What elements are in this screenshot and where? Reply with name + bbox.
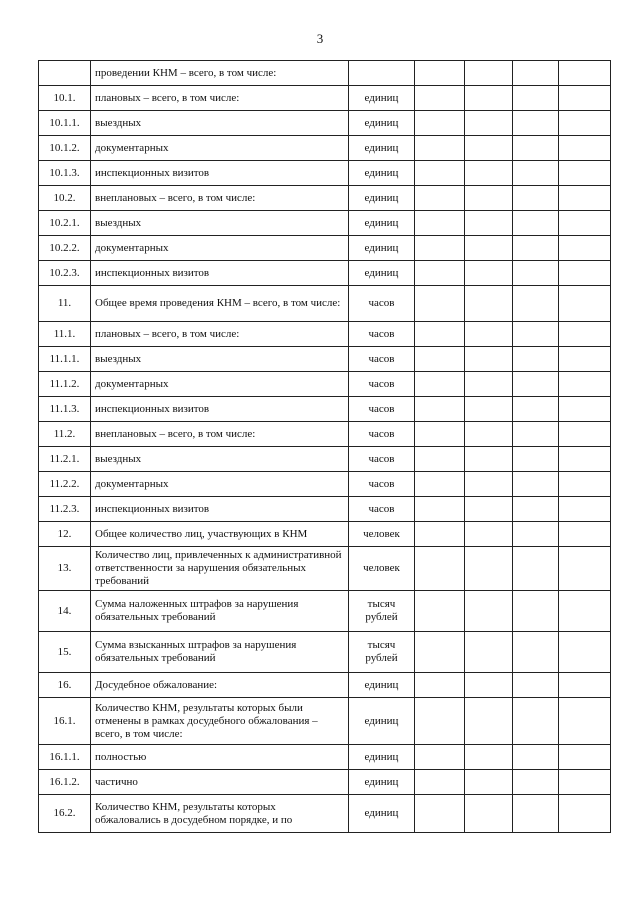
row-number: 11.2. bbox=[39, 422, 91, 447]
unit-of-measure: единиц bbox=[349, 795, 415, 833]
value-cell bbox=[415, 86, 465, 111]
value-cell bbox=[513, 422, 559, 447]
row-number: 16.1.2. bbox=[39, 770, 91, 795]
value-cell bbox=[513, 61, 559, 86]
value-cell bbox=[415, 745, 465, 770]
row-number: 16. bbox=[39, 673, 91, 698]
value-cell bbox=[465, 632, 513, 673]
unit-of-measure: часов bbox=[349, 347, 415, 372]
indicator-name: плановых – всего, в том числе: bbox=[91, 86, 349, 111]
value-cell bbox=[559, 547, 611, 591]
value-cell bbox=[513, 111, 559, 136]
value-cell bbox=[415, 372, 465, 397]
value-cell bbox=[415, 161, 465, 186]
value-cell bbox=[465, 347, 513, 372]
table-row bbox=[39, 161, 611, 186]
value-cell bbox=[415, 795, 465, 833]
value-cell bbox=[465, 698, 513, 745]
value-cell bbox=[415, 347, 465, 372]
value-cell bbox=[559, 497, 611, 522]
table-row bbox=[39, 497, 611, 522]
unit-of-measure: часов bbox=[349, 397, 415, 422]
value-cell bbox=[513, 698, 559, 745]
indicator-name: выездных bbox=[91, 347, 349, 372]
value-cell bbox=[513, 591, 559, 632]
value-cell bbox=[513, 397, 559, 422]
value-cell bbox=[415, 591, 465, 632]
row-number: 15. bbox=[39, 632, 91, 673]
row-number: 10.2.3. bbox=[39, 261, 91, 286]
row-number: 10.1. bbox=[39, 86, 91, 111]
value-cell bbox=[465, 547, 513, 591]
value-cell bbox=[513, 632, 559, 673]
value-cell bbox=[559, 86, 611, 111]
value-cell bbox=[513, 372, 559, 397]
value-cell bbox=[559, 795, 611, 833]
unit-of-measure bbox=[349, 61, 415, 86]
table-row bbox=[39, 347, 611, 372]
value-cell bbox=[559, 447, 611, 472]
row-number: 11.2.1. bbox=[39, 447, 91, 472]
unit-of-measure: часов bbox=[349, 497, 415, 522]
row-number: 10.2.1. bbox=[39, 211, 91, 236]
value-cell bbox=[559, 161, 611, 186]
value-cell bbox=[513, 447, 559, 472]
value-cell bbox=[465, 745, 513, 770]
value-cell bbox=[559, 261, 611, 286]
value-cell bbox=[465, 372, 513, 397]
value-cell bbox=[415, 111, 465, 136]
table-row bbox=[39, 186, 611, 211]
unit-of-measure: тысяч рублей bbox=[349, 632, 415, 673]
value-cell bbox=[559, 673, 611, 698]
table-row bbox=[39, 522, 611, 547]
value-cell bbox=[559, 286, 611, 322]
value-cell bbox=[465, 161, 513, 186]
value-cell bbox=[559, 61, 611, 86]
row-number: 11.1.1. bbox=[39, 347, 91, 372]
value-cell bbox=[415, 422, 465, 447]
value-cell bbox=[465, 136, 513, 161]
value-cell bbox=[559, 770, 611, 795]
value-cell bbox=[415, 211, 465, 236]
unit-of-measure: единиц bbox=[349, 161, 415, 186]
value-cell bbox=[559, 745, 611, 770]
indicator-name: Досудебное обжалование: bbox=[91, 673, 349, 698]
unit-of-measure: единиц bbox=[349, 770, 415, 795]
unit-of-measure: единиц bbox=[349, 136, 415, 161]
indicator-name: внеплановых – всего, в том числе: bbox=[91, 422, 349, 447]
unit-of-measure: часов bbox=[349, 286, 415, 322]
value-cell bbox=[415, 286, 465, 322]
row-number: 11.2.2. bbox=[39, 472, 91, 497]
value-cell bbox=[415, 61, 465, 86]
table-row bbox=[39, 397, 611, 422]
indicator-name: Общее количество лиц, участвующих в КНМ bbox=[91, 522, 349, 547]
row-number: 10.1.1. bbox=[39, 111, 91, 136]
row-number: 16.1.1. bbox=[39, 745, 91, 770]
page-number: 3 bbox=[316, 31, 324, 46]
value-cell bbox=[465, 86, 513, 111]
indicator-name: инспекционных визитов bbox=[91, 261, 349, 286]
table-row bbox=[39, 547, 611, 591]
value-cell bbox=[415, 397, 465, 422]
row-number: 12. bbox=[39, 522, 91, 547]
value-cell bbox=[559, 347, 611, 372]
table-row bbox=[39, 61, 611, 86]
value-cell bbox=[465, 497, 513, 522]
indicator-name: документарных bbox=[91, 372, 349, 397]
value-cell bbox=[465, 447, 513, 472]
row-number: 10.1.2. bbox=[39, 136, 91, 161]
value-cell bbox=[559, 111, 611, 136]
value-cell bbox=[415, 447, 465, 472]
table-row bbox=[39, 673, 611, 698]
value-cell bbox=[513, 770, 559, 795]
indicator-name: плановых – всего, в том числе: bbox=[91, 322, 349, 347]
row-number: 10.2.2. bbox=[39, 236, 91, 261]
value-cell bbox=[513, 261, 559, 286]
table-row bbox=[39, 745, 611, 770]
row-number: 10.1.3. bbox=[39, 161, 91, 186]
value-cell bbox=[559, 422, 611, 447]
table-row bbox=[39, 591, 611, 632]
value-cell bbox=[465, 61, 513, 86]
unit-of-measure: человек bbox=[349, 522, 415, 547]
value-cell bbox=[513, 86, 559, 111]
table-row bbox=[39, 286, 611, 322]
value-cell bbox=[559, 591, 611, 632]
unit-of-measure: часов bbox=[349, 472, 415, 497]
value-cell bbox=[415, 136, 465, 161]
value-cell bbox=[513, 186, 559, 211]
row-number: 14. bbox=[39, 591, 91, 632]
unit-of-measure: единиц bbox=[349, 261, 415, 286]
row-number: 13. bbox=[39, 547, 91, 591]
value-cell bbox=[559, 522, 611, 547]
row-number: 16.1. bbox=[39, 698, 91, 745]
value-cell bbox=[465, 286, 513, 322]
unit-of-measure: единиц bbox=[349, 745, 415, 770]
indicator-name: выездных bbox=[91, 211, 349, 236]
unit-of-measure: человек bbox=[349, 547, 415, 591]
value-cell bbox=[465, 422, 513, 447]
value-cell bbox=[465, 770, 513, 795]
row-number bbox=[39, 61, 91, 86]
indicator-name: инспекционных визитов bbox=[91, 497, 349, 522]
row-number: 11.2.3. bbox=[39, 497, 91, 522]
table-row bbox=[39, 632, 611, 673]
value-cell bbox=[513, 161, 559, 186]
table-row bbox=[39, 111, 611, 136]
table-row bbox=[39, 770, 611, 795]
value-cell bbox=[415, 698, 465, 745]
value-cell bbox=[415, 236, 465, 261]
value-cell bbox=[513, 745, 559, 770]
row-number: 11. bbox=[39, 286, 91, 322]
value-cell bbox=[415, 322, 465, 347]
unit-of-measure: тысяч рублей bbox=[349, 591, 415, 632]
value-cell bbox=[415, 673, 465, 698]
unit-of-measure: единиц bbox=[349, 211, 415, 236]
indicator-name: выездных bbox=[91, 447, 349, 472]
table-row bbox=[39, 261, 611, 286]
row-number: 10.2. bbox=[39, 186, 91, 211]
value-cell bbox=[513, 347, 559, 372]
indicator-name: внеплановых – всего, в том числе: bbox=[91, 186, 349, 211]
value-cell bbox=[465, 111, 513, 136]
indicator-name: документарных bbox=[91, 472, 349, 497]
indicator-name: инспекционных визитов bbox=[91, 161, 349, 186]
indicator-name: Общее время проведения КНМ – всего, в том числе: bbox=[91, 286, 349, 322]
indicator-name: Сумма наложенных штрафов за нарушения обязательных требований bbox=[91, 591, 349, 632]
value-cell bbox=[559, 322, 611, 347]
value-cell bbox=[559, 397, 611, 422]
table-row bbox=[39, 795, 611, 833]
indicator-name: Сумма взысканных штрафов за нарушения обязательных требований bbox=[91, 632, 349, 673]
value-cell bbox=[465, 211, 513, 236]
unit-of-measure: часов bbox=[349, 422, 415, 447]
table-row bbox=[39, 322, 611, 347]
unit-of-measure: единиц bbox=[349, 698, 415, 745]
table-row bbox=[39, 211, 611, 236]
value-cell bbox=[415, 261, 465, 286]
table-row bbox=[39, 447, 611, 472]
value-cell bbox=[513, 497, 559, 522]
value-cell bbox=[465, 186, 513, 211]
report-table bbox=[38, 60, 611, 833]
value-cell bbox=[415, 472, 465, 497]
value-cell bbox=[559, 211, 611, 236]
value-cell bbox=[465, 472, 513, 497]
value-cell bbox=[465, 673, 513, 698]
row-number: 11.1.3. bbox=[39, 397, 91, 422]
unit-of-measure: часов bbox=[349, 322, 415, 347]
unit-of-measure: единиц bbox=[349, 236, 415, 261]
table-row bbox=[39, 472, 611, 497]
value-cell bbox=[465, 322, 513, 347]
value-cell bbox=[559, 632, 611, 673]
value-cell bbox=[559, 236, 611, 261]
indicator-name: частично bbox=[91, 770, 349, 795]
value-cell bbox=[465, 591, 513, 632]
value-cell bbox=[415, 497, 465, 522]
table-row bbox=[39, 422, 611, 447]
indicator-name: проведении КНМ – всего, в том числе: bbox=[91, 61, 349, 86]
indicator-name: документарных bbox=[91, 136, 349, 161]
unit-of-measure: единиц bbox=[349, 673, 415, 698]
indicator-name: инспекционных визитов bbox=[91, 397, 349, 422]
value-cell bbox=[513, 472, 559, 497]
value-cell bbox=[513, 236, 559, 261]
unit-of-measure: часов bbox=[349, 372, 415, 397]
row-number: 11.1.2. bbox=[39, 372, 91, 397]
value-cell bbox=[513, 795, 559, 833]
indicator-name: Количество лиц, привлеченных к административной ответственности за нарушения обязательных требований bbox=[91, 547, 349, 591]
value-cell bbox=[513, 673, 559, 698]
value-cell bbox=[513, 547, 559, 591]
value-cell bbox=[415, 770, 465, 795]
unit-of-measure: единиц bbox=[349, 111, 415, 136]
row-number: 11.1. bbox=[39, 322, 91, 347]
unit-of-measure: часов bbox=[349, 447, 415, 472]
report-table-body bbox=[39, 61, 611, 833]
value-cell bbox=[513, 286, 559, 322]
value-cell bbox=[465, 236, 513, 261]
row-number: 16.2. bbox=[39, 795, 91, 833]
unit-of-measure: единиц bbox=[349, 86, 415, 111]
value-cell bbox=[513, 522, 559, 547]
value-cell bbox=[559, 698, 611, 745]
value-cell bbox=[415, 547, 465, 591]
value-cell bbox=[465, 522, 513, 547]
value-cell bbox=[559, 186, 611, 211]
table-row bbox=[39, 86, 611, 111]
value-cell bbox=[513, 211, 559, 236]
value-cell bbox=[559, 372, 611, 397]
value-cell bbox=[415, 632, 465, 673]
value-cell bbox=[559, 136, 611, 161]
indicator-name: документарных bbox=[91, 236, 349, 261]
indicator-name: выездных bbox=[91, 111, 349, 136]
table-row bbox=[39, 372, 611, 397]
table-row bbox=[39, 236, 611, 261]
value-cell bbox=[465, 795, 513, 833]
unit-of-measure: единиц bbox=[349, 186, 415, 211]
indicator-name: полностью bbox=[91, 745, 349, 770]
value-cell bbox=[465, 261, 513, 286]
value-cell bbox=[415, 522, 465, 547]
indicator-name: Количество КНМ, результаты которых были отменены в рамках досудебного обжалования – всего, в том числе: bbox=[91, 698, 349, 745]
value-cell bbox=[415, 186, 465, 211]
table-row bbox=[39, 136, 611, 161]
value-cell bbox=[559, 472, 611, 497]
value-cell bbox=[513, 136, 559, 161]
indicator-name: Количество КНМ, результаты которых обжаловались в досудебном порядке, и по bbox=[91, 795, 349, 833]
value-cell bbox=[513, 322, 559, 347]
table-row bbox=[39, 698, 611, 745]
value-cell bbox=[465, 397, 513, 422]
